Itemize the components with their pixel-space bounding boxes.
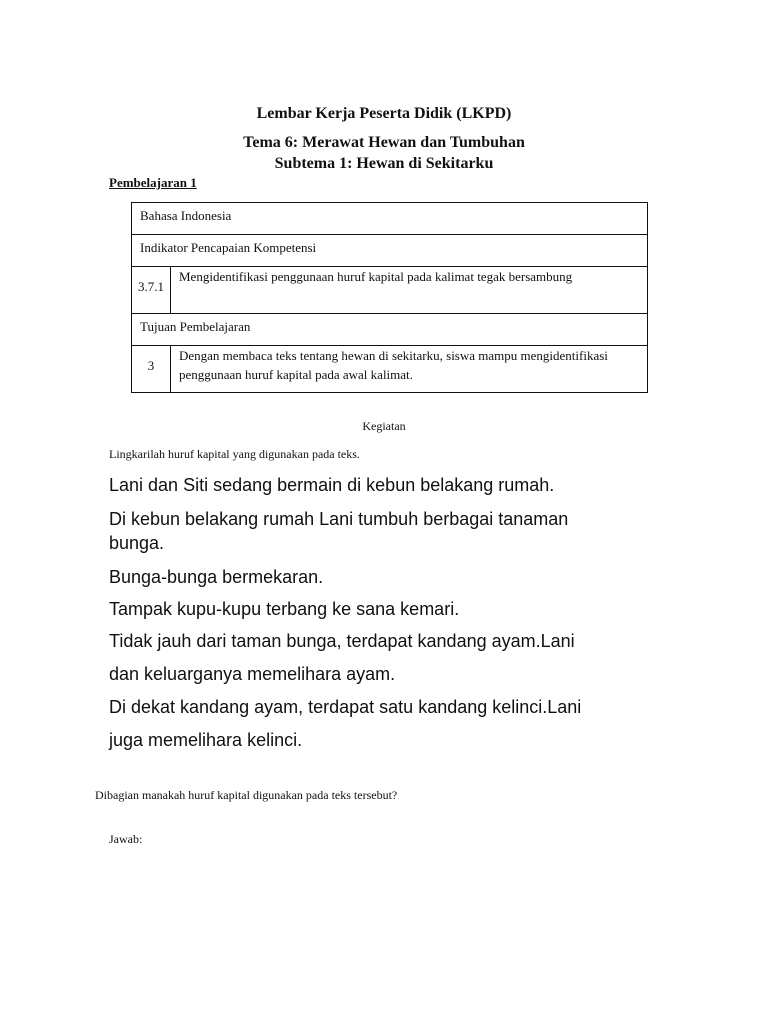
question-text: Dibagian manakah huruf kapital digunakan pada teks tersebut? [95,788,398,802]
activity-heading: Kegiatan [362,419,406,433]
competency-table [131,202,648,393]
subtheme-title: Subtema 1: Hewan di Sekitarku [274,155,494,172]
worksheet-title: Lembar Kerja Peserta Didik (LKPD) [256,105,512,122]
indicator-text-cell: Mengidentifikasi penggunaan huruf kapital pada kalimat tegak bersambung [171,267,648,314]
story-line: dan keluarganya memelihara ayam. [109,664,396,684]
table-row [132,314,648,346]
table-row [132,203,648,235]
table-row [132,267,648,314]
indicator-number-cell: 3.7.1 [132,267,171,314]
story-line: Lani dan Siti sedang bermain di kebun belakang rumah. [109,475,555,495]
objective-header-cell: Tujuan Pembelajaran [132,314,648,346]
story-line: Di dekat kandang ayam, terdapat satu kandang kelinci.Lani [109,697,582,717]
story-line: Di kebun belakang rumah Lani tumbuh berbagai tanaman [109,509,569,529]
theme-title: Tema 6: Merawat Hewan dan Tumbuhan [243,134,525,151]
story-line: bunga. [109,533,165,553]
instruction-text: Lingkarilah huruf kapital yang digunakan pada teks. [109,447,360,461]
story-line: juga memelihara kelinci. [109,730,303,750]
subject-cell: Bahasa Indonesia [132,203,648,235]
indicator-header-cell: Indikator Pencapaian Kompetensi [132,235,648,267]
table-row [132,235,648,267]
story-line: Tampak kupu-kupu terbang ke sana kemari. [109,599,460,619]
table-row [132,346,648,393]
objective-text-cell: Dengan membaca teks tentang hewan di sekitarku, siswa mampu mengidentifikasi penggunaan huruf kapital pada awal kalimat. [171,346,648,393]
lesson-label: Pembelajaran 1 [109,175,197,190]
answer-label: Jawab: [109,832,143,846]
story-line: Tidak jauh dari taman bunga, terdapat kandang ayam.Lani [109,631,575,651]
story-line: Bunga-bunga bermekaran. [109,567,324,587]
objective-number-cell: 3 [132,346,171,393]
